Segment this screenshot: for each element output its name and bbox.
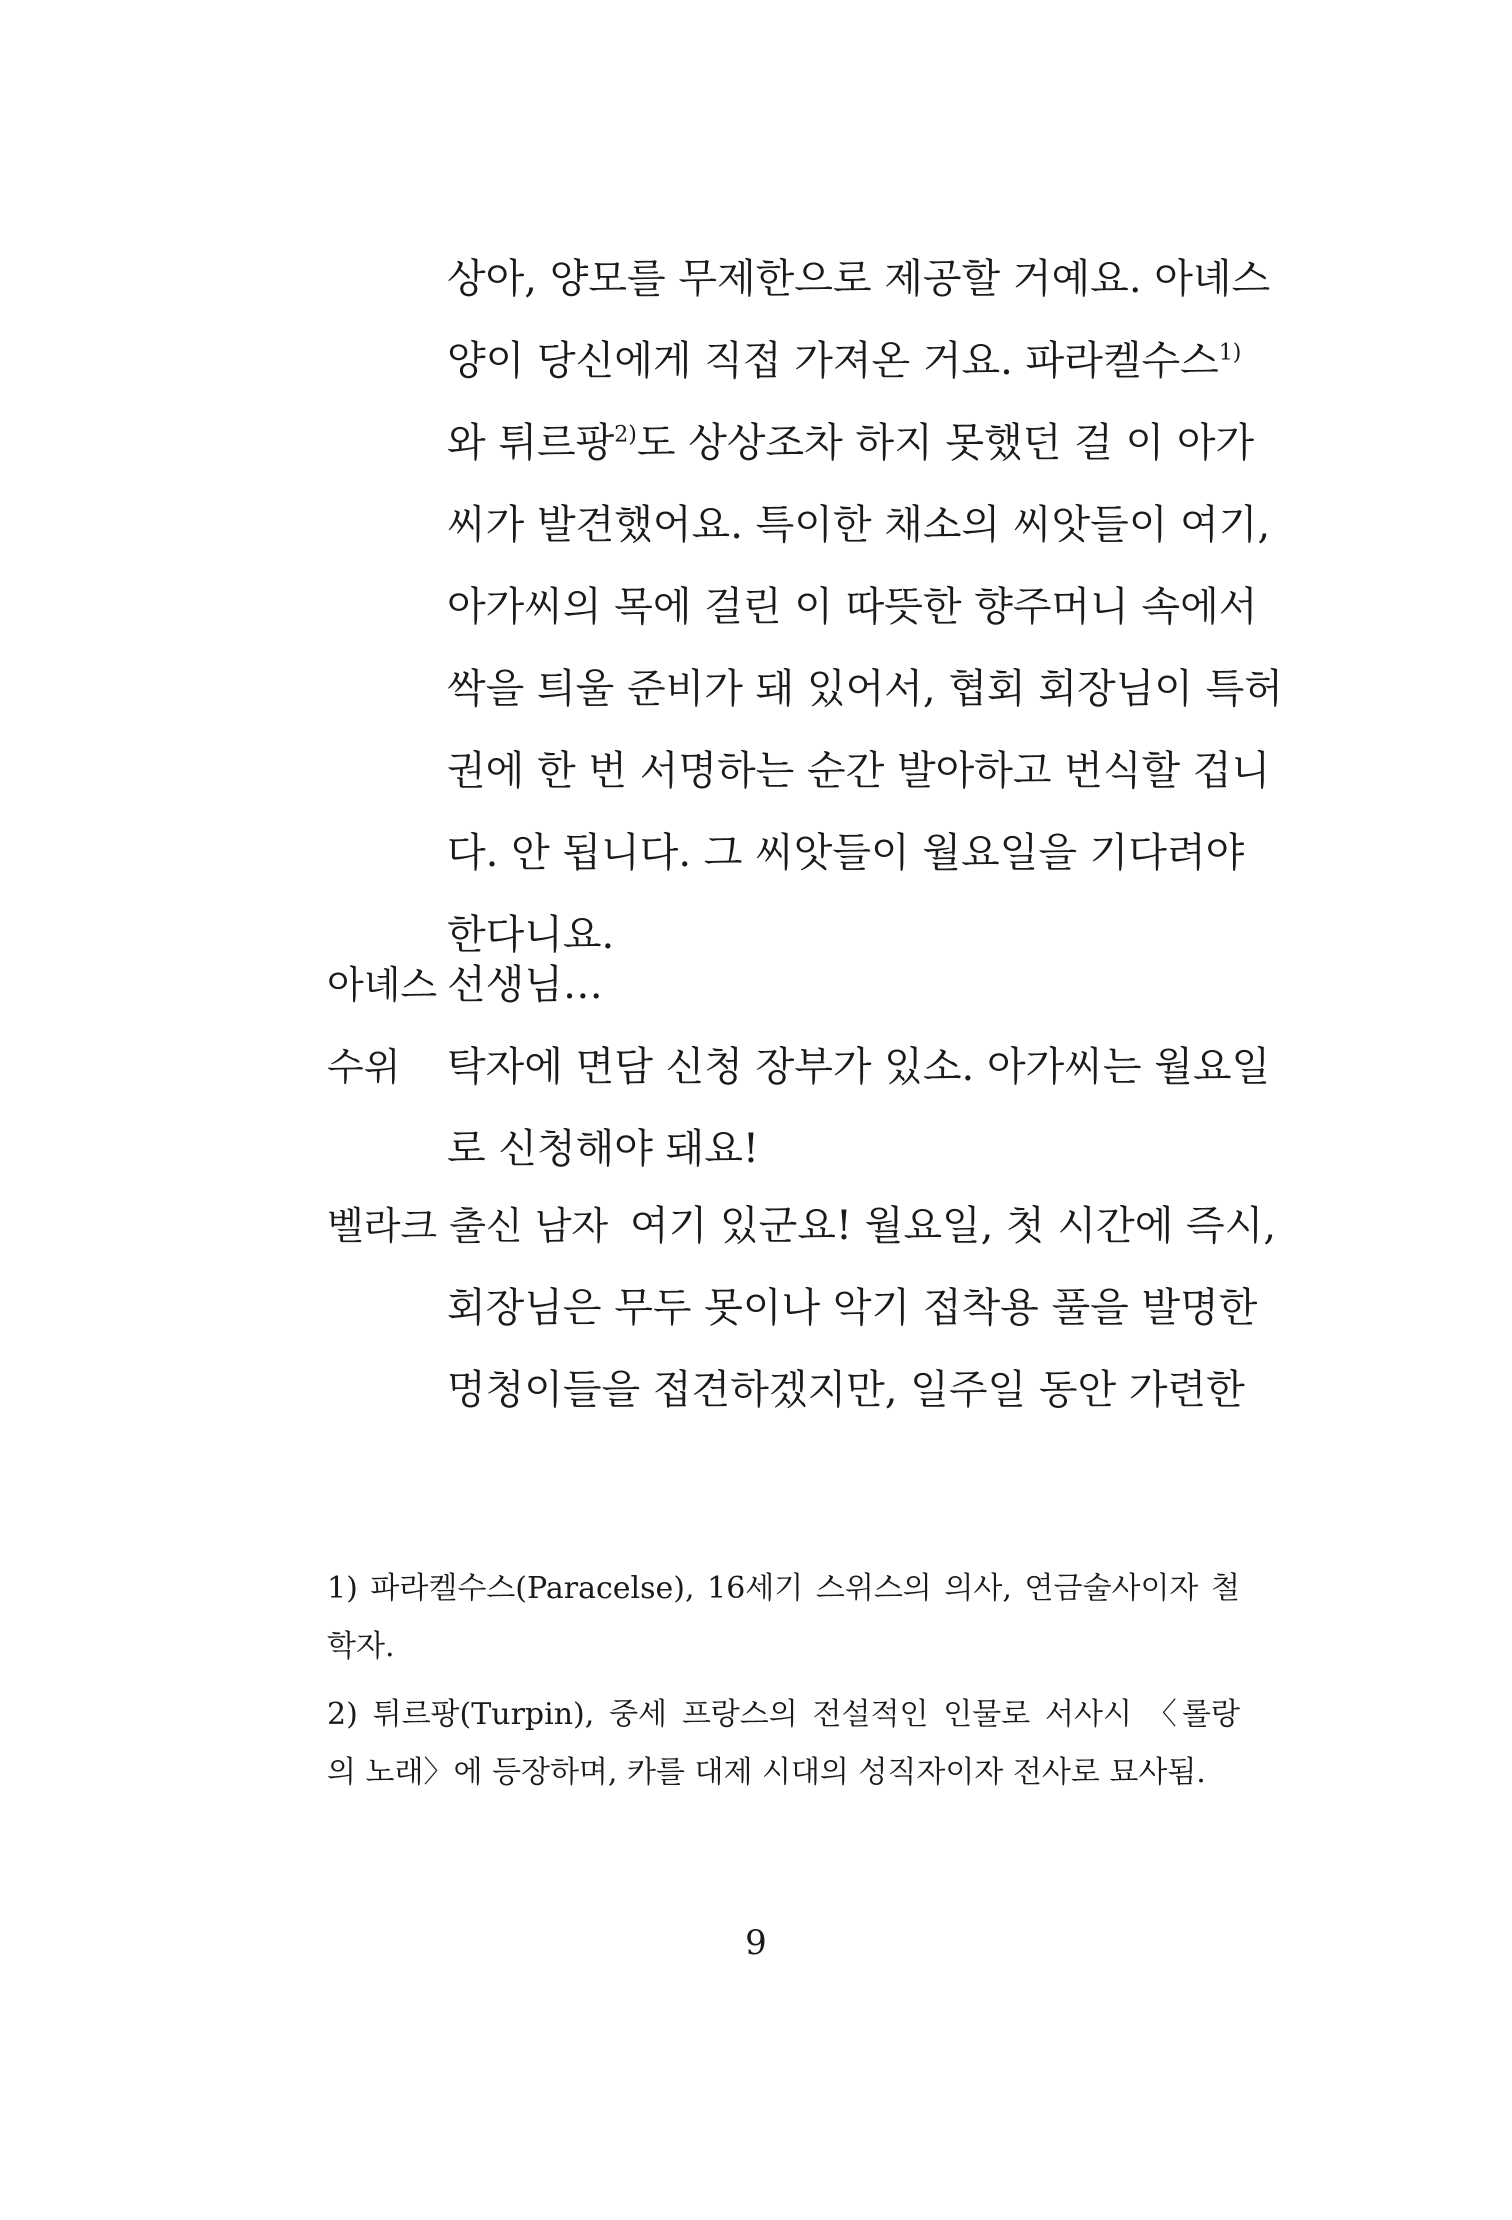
dialogue-agnes: 선생님…	[447, 962, 603, 1008]
dialogue-man: 여기 있군요! 월요일, 첫 시간에 즉시,	[630, 1203, 1277, 1249]
body-text: 와 튀르팡	[447, 420, 615, 466]
body-line: 권에 한 번 서명하는 순간 발아하고 번식할 겁니	[447, 748, 1271, 794]
page-number: 9	[745, 1923, 767, 1963]
dialogue-guard: 탁자에 면담 신청 장부가 있소. 아가씨는 월요일	[447, 1044, 1271, 1090]
body-line	[447, 417, 1255, 469]
body-line: 아가씨의 목에 걸린 이 따뜻한 향주머니 속에서	[447, 584, 1258, 630]
footnote-1-line: 학자.	[327, 1629, 395, 1664]
body-text: 도 상상조차 하지 못했던 걸 이 아가	[636, 420, 1255, 466]
dialogue-man: 회장님은 무두 못이나 악기 접착용 풀을 발명한	[447, 1285, 1258, 1331]
body-line: 한다니요.	[447, 912, 615, 958]
body-line: 싹을 틔울 준비가 돼 있어서, 협회 회장님이 특허	[447, 666, 1283, 712]
body-line	[447, 335, 1240, 387]
footnote-1-line: 1) 파라켈수스(Paracelse), 16세기 스위스의 의사, 연금술사이자 철	[327, 1571, 1240, 1606]
footnote-ref-2: 2)	[614, 422, 637, 448]
footnote-ref-1: 1)	[1218, 340, 1242, 366]
body-text: 양이 당신에게 직접 가져온 거요. 파라켈수스	[447, 338, 1219, 384]
body-line: 상아, 양모를 무제한으로 제공할 거예요. 아녜스	[447, 256, 1271, 302]
speaker-man-from-bellac: 벨라크 출신 남자	[327, 1204, 609, 1248]
dialogue-man: 멍청이들을 접견하겠지만, 일주일 동안 가련한	[447, 1367, 1245, 1413]
body-line: 씨가 발견했어요. 특이한 채소의 씨앗들이 여기,	[447, 502, 1271, 548]
footnote-2-line: 2) 튀르팡(Turpin), 중세 프랑스의 전설적인 인물로 서사시 〈롤랑	[327, 1697, 1240, 1732]
dialogue-guard: 로 신청해야 돼요!	[447, 1126, 759, 1172]
footnote-2-line: 의 노래〉에 등장하며, 카를 대제 시대의 성직자이자 전사로 묘사됨.	[327, 1755, 1206, 1790]
body-line: 다. 안 됩니다. 그 씨앗들이 월요일을 기다려야	[447, 830, 1245, 876]
speaker-agnes: 아녜스	[327, 963, 438, 1007]
speaker-guard: 수위	[327, 1045, 401, 1089]
